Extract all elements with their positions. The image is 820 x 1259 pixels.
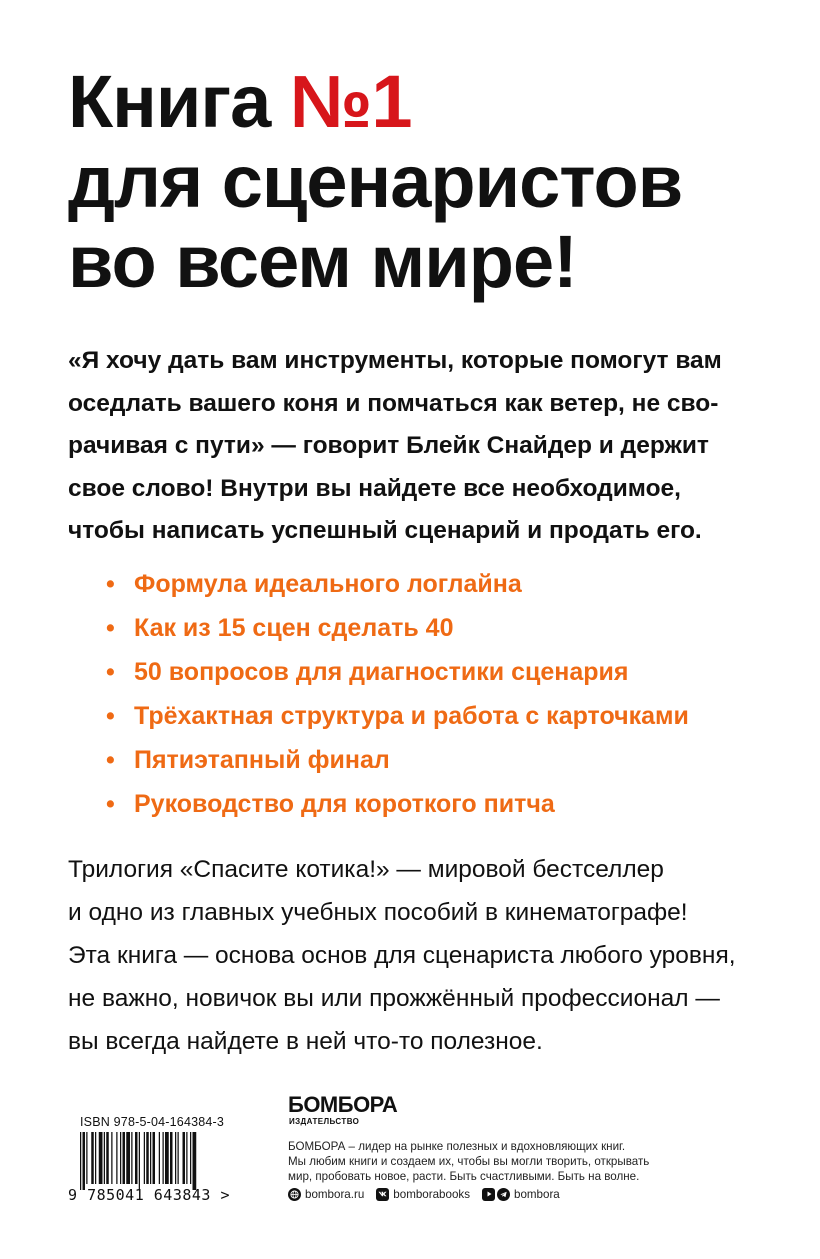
telegram-icon (497, 1188, 510, 1201)
bullet-icon: • (106, 702, 115, 730)
quote-line: чтобы написать успешный сценарий и продать его. (68, 517, 702, 544)
paragraph-line: Трилогия «Спасите котика!» — мировой бестселлер (68, 856, 664, 883)
headline-accent-number: №1 (289, 60, 412, 143)
list-item: • Руководство для короткого питча (106, 782, 806, 826)
social-links (288, 1186, 560, 1202)
barcode-bar (139, 1132, 140, 1190)
social-website[interactable]: bombora.ru (288, 1188, 364, 1201)
barcode-bar (120, 1132, 121, 1184)
headline-line-2: для сценаристов (68, 140, 683, 223)
paragraph-line: и одно из главных учебных пособий в кинематографе! (68, 899, 688, 926)
barcode-bar (116, 1132, 117, 1184)
headline (68, 62, 788, 302)
barcode-bar (153, 1132, 156, 1184)
barcode-digits: 9 785041 643843 > (68, 1186, 231, 1204)
description-paragraph (68, 848, 788, 1063)
barcode-bar (80, 1132, 81, 1190)
barcode-bar (131, 1132, 132, 1184)
barcode (78, 1132, 238, 1190)
barcode-bar (165, 1132, 169, 1184)
publisher-line: БОМБОРА – лидер на рынке полезных и вдохновляющих книг. (288, 1140, 626, 1153)
list-item: • Пятиэтапный финал (106, 738, 806, 782)
publisher-description (288, 1139, 708, 1184)
barcode-bar (123, 1132, 126, 1184)
barcode-bar (163, 1132, 164, 1184)
barcode-bar (146, 1132, 149, 1184)
barcode-bar (86, 1132, 87, 1184)
barcode-bar (99, 1132, 103, 1184)
barcode-bar (190, 1132, 191, 1184)
publisher-line: мир, пробовать новое, расти. Быть счастливыми. Быть на волне. (288, 1170, 640, 1183)
barcode-bar (175, 1132, 176, 1184)
list-item: • 50 вопросов для диагностики сценария (106, 650, 806, 694)
globe-icon (288, 1188, 301, 1201)
headline-line-1: Книга №1 (68, 60, 412, 143)
paragraph-line: Эта книга — основа основ для сценариста любого уровня, (68, 942, 736, 969)
list-item: • Формула идеального логлайна (106, 562, 806, 606)
bullet-icon: • (106, 790, 115, 818)
bullet-icon: • (106, 614, 115, 642)
bullet-icon: • (106, 570, 115, 598)
barcode-bar (135, 1132, 138, 1184)
barcode-bar (150, 1132, 151, 1184)
list-item: • Как из 15 сцен сделать 40 (106, 606, 806, 650)
publisher-logo: БОМБОРА (288, 1092, 398, 1117)
barcode-bar (144, 1132, 145, 1184)
list-item: • Трёхактная структура и работа с карточками (106, 694, 806, 738)
vk-icon (376, 1188, 389, 1201)
headline-line-3: во всем мире! (68, 220, 577, 303)
quote-block (68, 340, 788, 553)
quote-line: оседлать вашего коня и помчаться как ветер, не сво- (68, 389, 719, 417)
bullet-icon: • (106, 746, 115, 774)
social-vk[interactable]: bomborabooks (376, 1188, 470, 1201)
feature-list (106, 562, 806, 826)
barcode-bar (170, 1132, 173, 1184)
barcode-bar (91, 1132, 94, 1184)
barcode-bar (95, 1132, 96, 1184)
quote-line: «Я хочу дать вам инструменты, которые помогут вам (68, 347, 722, 374)
barcode-bar (104, 1132, 105, 1184)
paragraph-line: вы всегда найдете в ней что-то полезное. (68, 1028, 543, 1055)
bullet-icon: • (106, 658, 115, 686)
quote-line: свое слово! Внутри вы найдете все необходимое, (68, 474, 681, 502)
barcode-bar (183, 1132, 186, 1184)
youtube-icon (482, 1188, 495, 1201)
barcode-bar (126, 1132, 130, 1184)
barcode-bar (159, 1132, 160, 1184)
barcode-bar (178, 1132, 179, 1184)
barcode-bar (193, 1132, 197, 1190)
social-video-telegram[interactable]: bombora (482, 1188, 560, 1201)
paragraph-line: не важно, новичок вы или прожжённый профессионал — (68, 985, 720, 1012)
quote-line: рачивая с пути» — говорит Блейк Снайдер и держит (68, 432, 709, 459)
barcode-bar (186, 1132, 187, 1184)
barcode-bar (83, 1132, 86, 1190)
barcode-bar (111, 1132, 112, 1184)
publisher-logo-subtitle: ИЗДАТЕЛЬСТВО (289, 1117, 360, 1126)
barcode-bar (106, 1132, 109, 1184)
isbn-label: ISBN 978-5-04-164384-3 (80, 1115, 225, 1129)
publisher-line: Мы любим книги и создаем их, чтобы вы могли творить, открывать (288, 1155, 650, 1168)
